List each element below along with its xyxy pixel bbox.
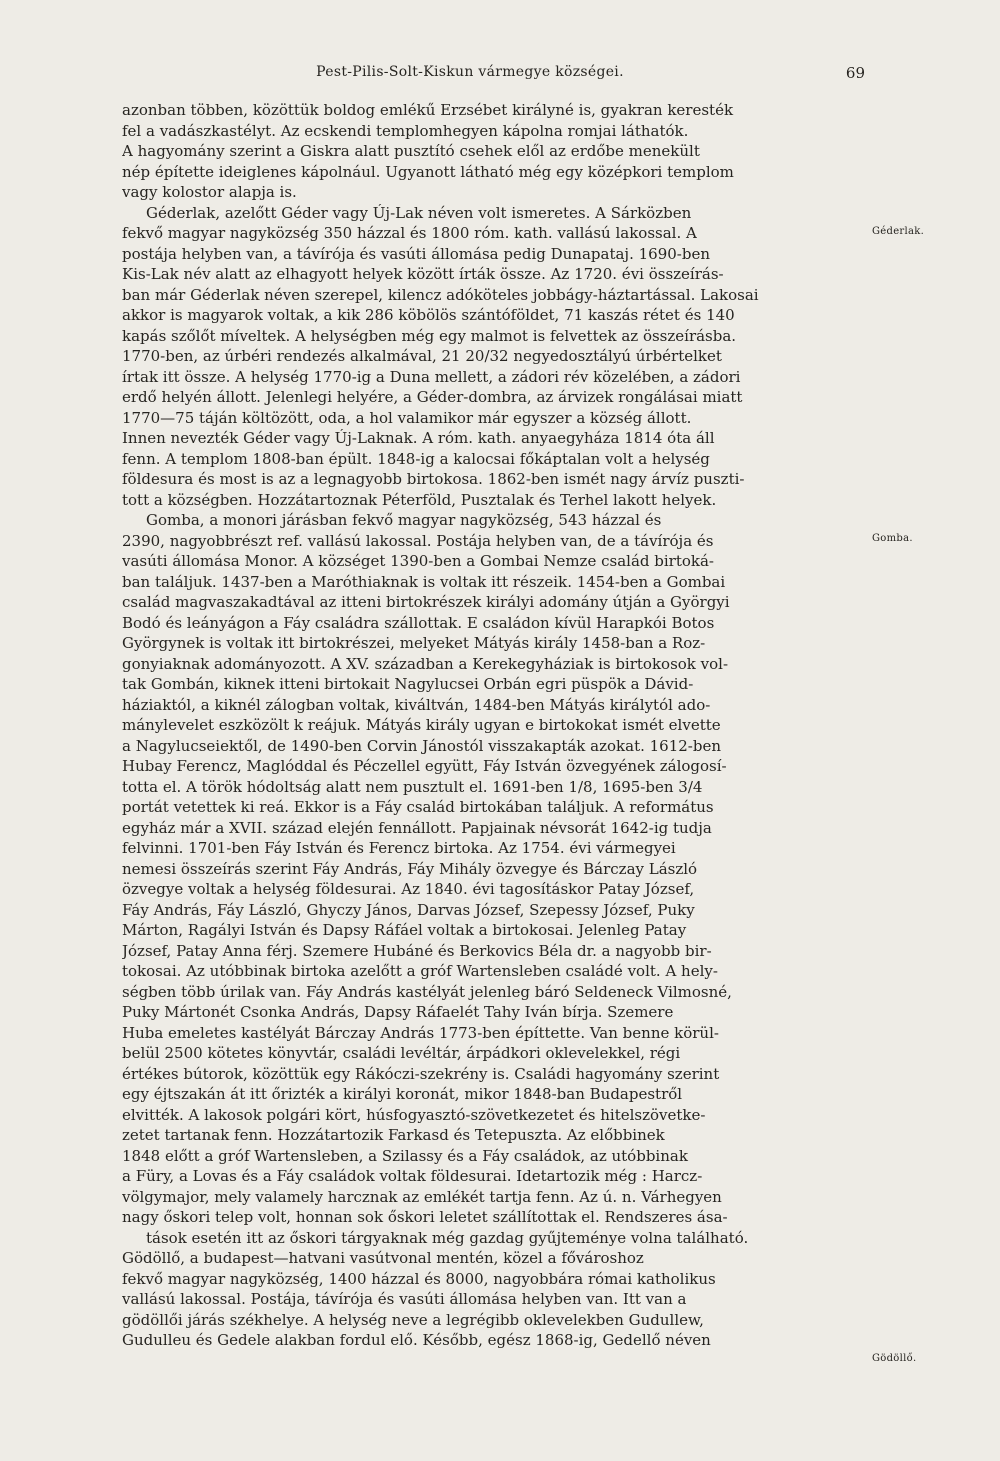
text-line: mánylevelet eszközölt k reájuk. Mátyás király ugyan e birtokokat ismét elvette (122, 716, 721, 734)
text-line: Puky Mártonét Csonka András, Dapsy Ráfaelét Tahy Iván bírja. Szemere (122, 1003, 674, 1021)
text-line: fenn. A templom 1808-ban épült. 1848-ig a kalocsai főkáptalan volt a helység (122, 449, 710, 468)
text-line: elvitték. A lakosok polgári kört, húsfogyasztó-szövetkezetet és hitelszövetke- (122, 1105, 706, 1124)
text-line: postája helyben van, a távírója és vasúti állomása pedig Dunapataj. 1690-ben (122, 244, 710, 263)
text-line: 2390, nagyobbrészt ref. vallású lakossal. Postája helyben van, de a távírója és (122, 531, 714, 550)
text-line: gödöllői járás székhelye. A helység neve a legrégibb oklevelekben Gudullew, (122, 1310, 704, 1329)
text-line: ban találjuk. 1437-ben a Maróthiaknak is voltak itt részeik. 1454-ben a Gombai (122, 572, 726, 591)
text-line: tokosai. Az utóbbinak birtoka azelőtt a gróf Wartensleben családé volt. A hely- (122, 962, 718, 980)
text-line: nagy őskori telep volt, honnan sok őskori leletet szállítottak el. Rendszeres ása- (122, 1208, 728, 1226)
text-line: A hagyomány szerint a Giskra alatt pusztító csehek elől az erdőbe menekült (122, 142, 700, 160)
text-line: Kis-Lak név alatt az elhagyott helyek között írták össze. Az 1720. évi összeírás- (122, 265, 724, 283)
text-line: vallású lakossal. Postája, távírója és vasúti állomása helyben van. Itt van a (122, 1290, 687, 1308)
text-line: vagy kolostor alapja is. (122, 183, 297, 201)
text-line: 1770—75 táján költözött, oda, a hol valamikor már egyszer a község állott. (122, 408, 692, 427)
text-line: család magvaszakadtával az itteni birtokrészek királyi adomány útján a Györgyi (122, 593, 730, 611)
text-line: egy éjtszakán át itt őrizték a királyi koronát, mikor 1848-ban Budapestről (122, 1085, 683, 1103)
text-line: akkor is magyarok voltak, a kik 286 köbölös szántóföldet, 71 kaszás rétet és 140 (122, 306, 735, 324)
running-head-title: Pest-Pilis-Solt-Kiskun vármegye községei. (316, 64, 624, 80)
text-line: kapás szőlőt míveltek. A helységben még egy malmot is felvettek az összeírásba. (122, 326, 737, 345)
text-line: Gödöllő, a budapest—hatvani vasútvonal mentén, közel a fővároshoz (122, 1249, 644, 1267)
text-line: Gudulleu és Gedele alakban fordul elő. Később, egész 1868-ig, Gedellő néven (122, 1331, 711, 1349)
text-line: nemesi összeírás szerint Fáy András, Fáy Mihály özvegye és Bárczay László (122, 859, 698, 878)
text-line: gonyiaknak adományozott. A XV. században a Kerekegyháziak is birtokosok vol- (122, 654, 729, 673)
margin-note-gederlak: Géderlak. (872, 226, 925, 237)
text-line: 1770-ben, az úrbéri rendezés alkalmával, 21 20/32 negyedosztályú úrbértelket (122, 347, 722, 365)
text-line: írtak itt össze. A helység 1770-ig a Duna mellett, a zádori rév közelében, a zádori (122, 367, 741, 386)
text-line: Gomba, a monori járásban fekvő magyar nagyközség, 543 házzal és (146, 511, 662, 529)
text-line: özvegye voltak a helység földesurai. Az 1840. évi tagosításkor Patay József, (122, 880, 695, 898)
text-line: Hubay Ferencz, Maglóddal és Péczellel együtt, Fáy István özvegyének zálogosí- (122, 757, 727, 775)
body-text (122, 100, 860, 1351)
text-line: a Füry, a Lovas és a Fáy családok voltak földesurai. Idetartozik még : Harcz- (122, 1167, 703, 1185)
margin-note-godollo: Gödöllő. (872, 1353, 917, 1364)
text-line: Huba emeletes kastélyát Bárczay András 1773-ben építtette. Van benne körül- (122, 1023, 719, 1042)
text-line: fel a vadászkastélyt. Az ecskendi templomhegyen kápolna romjai láthatók. (122, 121, 689, 140)
text-line: erdő helyén állott. Jelenlegi helyére, a Géder-dombra, az árvizek rongálásai miatt (122, 388, 743, 406)
text-line: 1848 előtt a gróf Wartensleben, a Szilassy és a Fáy családok, az utóbbinak (122, 1146, 688, 1165)
text-line: völgymajor, mely valamely harcznak az emlékét tartja fenn. Az ú. n. Várhegyen (122, 1187, 722, 1206)
text-line: földesura és most is az a legnagyobb birtokosa. 1862-ben ismét nagy árvíz puszti- (122, 470, 745, 488)
text-line: a Nagylucseiektől, de 1490-ben Corvin Jánostól visszakapták azokat. 1612-ben (122, 736, 722, 755)
text-line: fekvő magyar nagyközség, 1400 házzal és 8000, nagyobbára római katholikus (122, 1269, 716, 1288)
text-line: értékes bútorok, közöttük egy Rákóczi-szekrény is. Családi hagyomány szerint (122, 1064, 720, 1083)
text-line: Márton, Ragályi István és Dapsy Ráfáel voltak a birtokosai. Jelenleg Patay (122, 921, 687, 939)
text-line: Bodó és leányágon a Fáy családra szállottak. E családon kívül Harapkói Botos (122, 613, 715, 632)
text-line: tott a községben. Hozzátartoznak Péterföld, Pusztalak és Terhel lakott helyek. (122, 490, 717, 509)
text-line: Györgynek is voltak itt birtokrészei, melyeket Mátyás király 1458-ban a Roz- (122, 634, 706, 652)
text-line: fekvő magyar nagyközség 350 házzal és 1800 róm. kath. vallású lakossal. A (122, 224, 697, 242)
text-line: azonban többen, közöttük boldog emlékű Erzsébet királyné is, gyakran keresték (122, 101, 734, 119)
text-line: Innen nevezték Géder vagy Új-Laknak. A róm. kath. anyaegyháza 1814 óta áll (122, 429, 715, 447)
text-line: József, Patay Anna férj. Szemere Hubáné és Berkovics Béla dr. a nagyobb bir- (122, 941, 712, 960)
text-line: felvinni. 1701-ben Fáy István és Ferencz birtoka. Az 1754. évi vármegyei (122, 839, 676, 857)
text-line: vasúti állomása Monor. A községet 1390-ben a Gombai Nemze család birtoká- (122, 552, 714, 570)
text-line: tások esetén itt az őskori tárgyaknak még gazdag gyűjteménye volna található. (146, 1228, 749, 1247)
running-head (120, 64, 865, 88)
text-line: zetet tartanak fenn. Hozzátartozik Farkasd és Tetepuszta. Az előbbinek (122, 1126, 665, 1144)
text-line: Fáy András, Fáy László, Ghyczy János, Darvas József, Szepessy József, Puky (122, 900, 695, 919)
text-line: egyház már a XVII. század elején fennállott. Papjainak névsorát 1642-ig tudja (122, 818, 712, 837)
text-line: portát vetettek ki reá. Ekkor is a Fáy család birtokában találjuk. A református (122, 798, 714, 816)
text-line: belül 2500 kötetes könyvtár, családi levéltár, árpádkori oklevelekkel, régi (122, 1044, 681, 1062)
page-number: 69 (845, 64, 865, 82)
text-line: totta el. A török hódoltság alatt nem pusztult el. 1691-ben 1/8, 1695-ben 3/4 (122, 777, 703, 796)
text-line: ban már Géderlak néven szerepel, kilencz adóköteles jobbágy-háztartással. Lakosai (122, 285, 759, 304)
text-line: ségben több úrilak van. Fáy András kastélyát jelenleg báró Seldeneck Vilmosné, (122, 982, 732, 1001)
text-line: Géderlak, azelőtt Géder vagy Új-Lak néven volt ismeretes. A Sárközben (146, 203, 692, 222)
text-line: tak Gombán, kiknek itteni birtokait Nagylucsei Orbán egri püspök a Dávid- (122, 675, 694, 693)
text-line: nép építette ideiglenes kápolnául. Ugyanott látható még egy középkori templom (122, 162, 734, 181)
text-line: háziaktól, a kiknél zálogban voltak, kiváltván, 1484-ben Mátyás királytól ado- (122, 695, 711, 714)
margin-note-gomba: Gomba. (872, 533, 913, 544)
